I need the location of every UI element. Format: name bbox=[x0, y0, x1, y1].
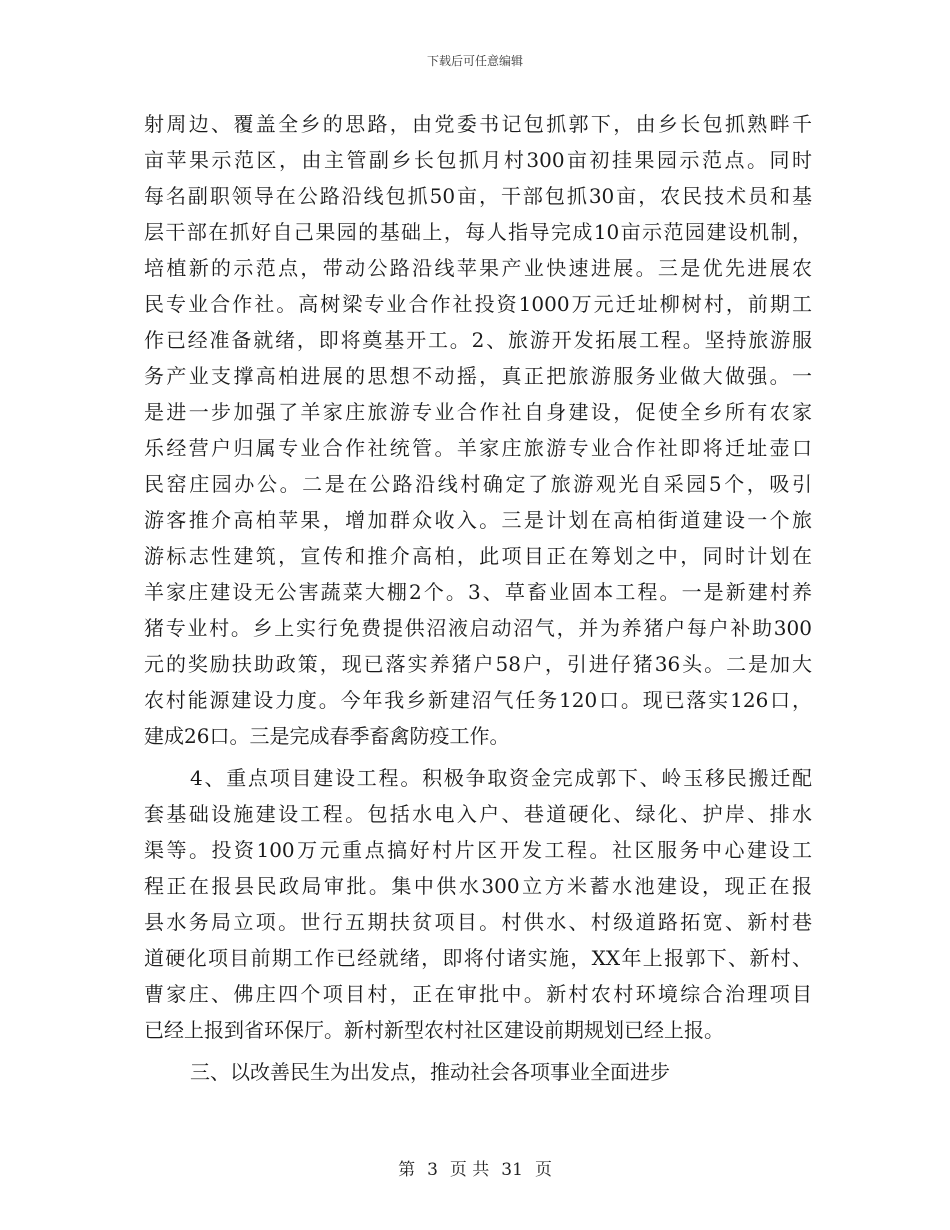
body-line: 亩苹果示范区，由主管副乡长包抓月村300亩初挂果园示范点。同时 bbox=[144, 148, 812, 172]
page-number: 3 bbox=[427, 1160, 438, 1180]
footer-prefix: 第 bbox=[398, 1160, 416, 1180]
body-line: 羊家庄建设无公害蔬菜大棚2个。3、草畜业固本工程。一是新建村养 bbox=[144, 580, 812, 604]
section-heading: 三、以改善民生为出发点，推动社会各项事业全面进步 bbox=[190, 1060, 670, 1084]
body-line: 是进一步加强了羊家庄旅游专业合作社自身建设，促使全乡所有农家 bbox=[144, 400, 812, 424]
page-footer bbox=[0, 1155, 950, 1180]
footer-suffix: 页 bbox=[534, 1160, 552, 1180]
body-line: 民专业合作社。高树梁专业合作社投资1000万元迁址柳树村，前期工 bbox=[144, 292, 812, 316]
body-line: 元的奖励扶助政策，现已落实养猪户58户，引进仔猪36头。二是加大 bbox=[144, 652, 812, 676]
body-line: 建成26口。三是完成春季畜禽防疫工作。 bbox=[144, 724, 510, 748]
body-line: 程正在报县民政局审批。集中供水300立方米蓄水池建设，现正在报 bbox=[144, 874, 812, 898]
total-pages: 31 bbox=[501, 1160, 523, 1180]
paragraph-2 bbox=[144, 760, 812, 1048]
body-line: 每名副职领导在公路沿线包抓50亩，干部包抓30亩，农民技术员和基 bbox=[144, 184, 812, 208]
body-line: 乐经营户归属专业合作社统管。羊家庄旅游专业合作社即将迁址壶口 bbox=[144, 436, 812, 460]
page-header: 下载后可任意编辑 bbox=[426, 54, 523, 68]
body-line: 层干部在抓好自己果园的基础上，每人指导完成10亩示范园建设机制， bbox=[144, 220, 812, 244]
body-line: 培植新的示范点，带动公路沿线苹果产业快速进展。三是优先进展农 bbox=[144, 256, 812, 280]
body-line: 射周边、覆盖全乡的思路，由党委书记包抓郭下，由乡长包抓熟畔千 bbox=[144, 112, 812, 136]
body-line: 4、重点项目建设工程。积极争取资金完成郭下、岭玉移民搬迁配 bbox=[190, 766, 812, 790]
body-line: 道硬化项目前期工作已经就绪，即将付诸实施，XX年上报郭下、新村、 bbox=[144, 946, 812, 970]
paragraph-1 bbox=[144, 106, 812, 754]
body-line: 县水务局立项。世行五期扶贫项目。村供水、村级道路拓宽、新村巷 bbox=[144, 910, 812, 934]
footer-middle: 页 共 bbox=[449, 1160, 490, 1180]
body-line: 农村能源建设力度。今年我乡新建沼气任务120口。现已落实126口， bbox=[144, 688, 812, 712]
body-line: 猪专业村。乡上实行免费提供沼液启动沼气，并为养猪户每户补助300 bbox=[144, 616, 812, 640]
body-line: 务产业支撑高柏进展的思想不动摇，真正把旅游服务业做大做强。一 bbox=[144, 364, 812, 388]
body-line: 作已经准备就绪，即将奠基开工。2、旅游开发拓展工程。坚持旅游服 bbox=[144, 328, 812, 352]
body-line: 套基础设施建设工程。包括水电入户、巷道硬化、绿化、护岸、排水 bbox=[144, 802, 812, 826]
body-line: 曹家庄、佛庄四个项目村，正在审批中。新村农村环境综合治理项目 bbox=[144, 982, 812, 1006]
body-line: 民窑庄园办公。二是在公路沿线村确定了旅游观光自采园5个，吸引 bbox=[144, 472, 812, 496]
body-line: 渠等。投资100万元重点搞好村片区开发工程。社区服务中心建设工 bbox=[144, 838, 812, 862]
body-line: 已经上报到省环保厅。新村新型农村社区建设前期规划已经上报。 bbox=[144, 1018, 724, 1042]
body-line: 游客推介高柏苹果，增加群众收入。三是计划在高柏街道建设一个旅 bbox=[144, 508, 812, 532]
document-body bbox=[144, 106, 812, 1090]
body-line: 游标志性建筑，宣传和推介高柏，此项目正在筹划之中，同时计划在 bbox=[144, 544, 812, 568]
